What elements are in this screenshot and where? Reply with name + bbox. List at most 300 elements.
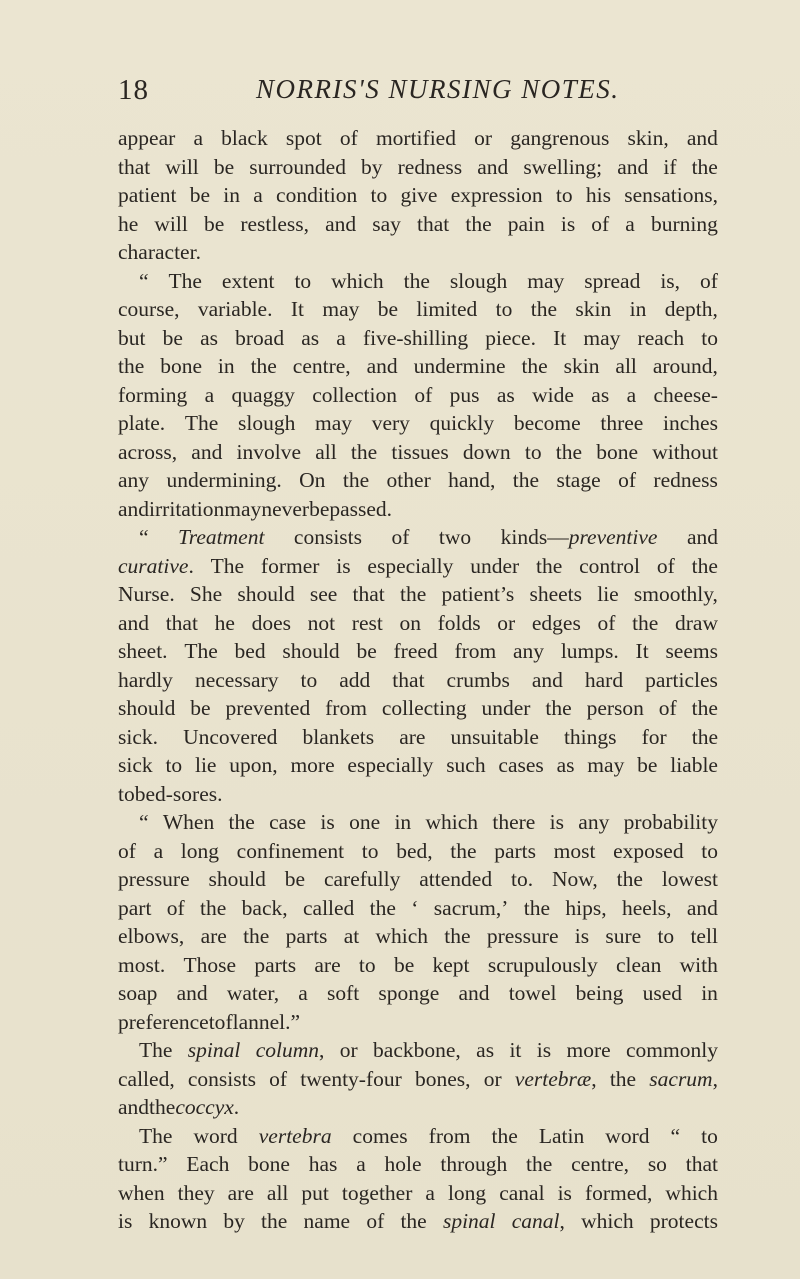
word <box>177 979 208 1008</box>
word <box>605 922 641 951</box>
word <box>190 580 222 609</box>
text-run: a <box>356 1152 366 1176</box>
text-line <box>118 580 718 609</box>
running-title: NORRIS'S NURSING NOTES. <box>256 74 620 104</box>
text-run: centre, <box>292 354 351 378</box>
word <box>399 723 425 752</box>
text-run: sheets <box>529 582 583 606</box>
text-run: should <box>208 867 266 891</box>
text-run: “ <box>139 525 149 549</box>
word <box>444 922 470 951</box>
italic-run: vertebræ <box>514 1066 592 1091</box>
word <box>314 951 340 980</box>
word <box>269 808 306 837</box>
word <box>477 153 508 182</box>
word <box>557 751 575 780</box>
text-run: the <box>250 354 277 378</box>
word <box>642 723 667 752</box>
text-run: but <box>118 325 146 350</box>
word <box>261 552 320 581</box>
word <box>529 580 582 609</box>
word <box>441 580 514 609</box>
text-line <box>118 552 718 581</box>
text-run: It <box>290 297 304 321</box>
text-run: mortified <box>375 126 456 150</box>
text-run: sure <box>605 924 642 948</box>
text-run: are <box>200 924 227 948</box>
text-run: carefully <box>323 867 401 891</box>
text-run: appear <box>118 126 176 150</box>
word <box>118 780 135 809</box>
word <box>118 495 149 524</box>
text-run: give <box>400 183 438 207</box>
word <box>537 1036 551 1065</box>
word <box>252 609 291 638</box>
text-run: is <box>118 1209 133 1233</box>
word <box>638 324 685 353</box>
word <box>276 181 357 210</box>
text-run: to <box>495 297 513 321</box>
text-run: in <box>701 981 718 1005</box>
text-run: the <box>450 838 477 863</box>
word <box>553 324 566 353</box>
word <box>118 1150 168 1179</box>
text-run: the <box>526 1152 553 1176</box>
text-run: , <box>319 1038 325 1062</box>
text-run: to <box>701 1123 718 1148</box>
text-run: the <box>465 211 492 236</box>
text-run: a <box>425 1180 435 1205</box>
text-run: heels, <box>621 895 672 920</box>
word <box>429 1122 471 1151</box>
word <box>118 894 151 923</box>
word <box>513 637 544 666</box>
text-run: It <box>635 639 649 663</box>
word <box>339 666 370 695</box>
text-run: as <box>476 1038 495 1062</box>
text-run: to <box>165 753 183 777</box>
text-run: become <box>513 411 581 435</box>
word <box>227 979 279 1008</box>
word <box>261 1207 287 1236</box>
word <box>571 1150 629 1179</box>
word <box>183 951 236 980</box>
text-run: may <box>224 496 262 521</box>
word <box>385 1150 422 1179</box>
word <box>118 1093 149 1122</box>
text-run: “ <box>139 810 149 834</box>
text-run: kinds— <box>500 525 569 549</box>
word <box>235 637 266 666</box>
text-run: She <box>189 582 223 606</box>
word <box>362 837 379 866</box>
word <box>556 466 600 495</box>
text-run: elbows, <box>118 924 185 948</box>
text-run: are <box>314 952 341 977</box>
text-run: plate. <box>118 411 166 435</box>
word <box>556 438 582 467</box>
word <box>344 922 360 951</box>
text-run: under <box>481 696 531 720</box>
word <box>118 438 177 467</box>
word <box>347 751 433 780</box>
text-run: the <box>342 468 370 492</box>
text-run: skin, <box>627 126 669 150</box>
text-run: a <box>193 126 203 150</box>
text-run: the <box>691 724 718 749</box>
word <box>434 894 509 923</box>
text-run: passed. <box>329 496 393 521</box>
word <box>237 837 344 866</box>
text-run: his <box>585 183 611 207</box>
word <box>450 381 480 410</box>
text-run: protects <box>649 1209 718 1233</box>
word <box>404 267 430 296</box>
text-run: When <box>162 810 215 834</box>
word <box>118 979 157 1008</box>
text-run: word <box>193 1123 238 1148</box>
text-line <box>118 381 718 410</box>
word <box>400 580 426 609</box>
word <box>294 267 311 296</box>
word <box>536 552 562 581</box>
text-line <box>118 808 718 837</box>
word <box>692 153 718 182</box>
word <box>411 894 418 923</box>
word <box>325 210 356 239</box>
text-run: clean <box>616 952 662 977</box>
word <box>451 723 539 752</box>
word <box>525 438 542 467</box>
text-run: soft <box>326 981 360 1005</box>
word <box>487 922 559 951</box>
text-run: in <box>223 183 241 207</box>
text-run: a <box>204 382 215 407</box>
text-run: It <box>553 325 567 350</box>
word <box>302 723 374 752</box>
text-run: the <box>691 553 718 578</box>
text-run: to <box>118 781 135 806</box>
text-run: sacrum,’ <box>433 895 509 920</box>
text-run: reach <box>637 325 685 350</box>
text-run: under <box>470 553 520 578</box>
word <box>204 210 224 239</box>
word <box>578 808 609 837</box>
word <box>359 951 376 980</box>
text-run: upon, <box>229 753 278 777</box>
word <box>539 1122 584 1151</box>
word <box>509 1036 521 1065</box>
text-run: pain <box>507 211 545 236</box>
text-run: around, <box>652 354 718 378</box>
text-run: involve <box>236 439 302 464</box>
word <box>118 1179 165 1208</box>
text-run: redness <box>397 154 463 179</box>
word <box>366 1207 384 1236</box>
word <box>626 1036 718 1065</box>
text-run: as <box>301 325 320 350</box>
text-run: probability <box>623 810 718 834</box>
text-run: blankets <box>302 724 375 749</box>
word <box>356 1150 366 1179</box>
text-line <box>118 1093 718 1122</box>
word <box>243 922 269 951</box>
word <box>637 751 657 780</box>
word <box>634 580 718 609</box>
text-run: bed <box>234 639 266 663</box>
text-run: be <box>190 696 211 720</box>
word <box>484 1065 502 1094</box>
word <box>527 267 564 296</box>
word <box>118 723 158 752</box>
text-run: such <box>446 753 486 777</box>
word <box>118 210 138 239</box>
text-run: to <box>361 838 379 863</box>
word <box>225 1008 300 1037</box>
text-run: the <box>609 1066 637 1091</box>
text-run: all <box>266 1180 289 1205</box>
text-run: through <box>440 1152 508 1176</box>
word <box>387 466 431 495</box>
text-line <box>118 865 718 894</box>
text-run: to <box>657 924 675 948</box>
text-run: that <box>417 211 450 236</box>
word <box>523 153 602 182</box>
word <box>225 694 310 723</box>
text-line <box>118 1179 718 1208</box>
text-run: and <box>458 981 490 1005</box>
text-run: the <box>261 1209 288 1233</box>
text-line <box>118 894 718 923</box>
word <box>663 153 676 182</box>
word <box>118 409 165 438</box>
text-run: . <box>188 553 194 578</box>
text-run: may <box>322 297 360 321</box>
word <box>320 808 334 837</box>
word <box>169 267 202 296</box>
word <box>686 1150 718 1179</box>
text-run: the <box>350 439 378 464</box>
text-run: and <box>686 126 718 150</box>
text-run: undermining. <box>166 468 282 492</box>
word <box>229 751 277 780</box>
text-run: pus <box>449 382 480 407</box>
text-run: the <box>243 924 270 948</box>
text-run: The <box>184 411 219 435</box>
text-run: hardly <box>118 667 173 692</box>
word <box>663 409 718 438</box>
word <box>671 1122 681 1151</box>
word <box>657 922 674 951</box>
text-run: bed, <box>396 838 433 863</box>
word <box>394 637 438 666</box>
text-run: is <box>560 211 576 236</box>
word <box>322 295 359 324</box>
text-run: towel <box>508 981 557 1005</box>
text-line <box>118 666 718 695</box>
word <box>188 1036 241 1065</box>
text-run: quickly <box>429 411 495 435</box>
italic-run: curative <box>118 553 189 578</box>
italic-run: spinal <box>442 1209 496 1233</box>
word <box>166 466 281 495</box>
word <box>175 1093 239 1122</box>
word <box>349 808 380 837</box>
text-run: lie <box>194 753 217 777</box>
word <box>290 751 334 780</box>
word <box>309 1150 338 1179</box>
text-run: as <box>591 382 610 407</box>
text-run: turn.” <box>118 1152 168 1176</box>
text-run: not <box>307 610 336 635</box>
text-run: down <box>462 439 511 464</box>
text-run: be <box>162 325 183 350</box>
word <box>613 837 683 866</box>
text-run: hips, <box>565 895 607 920</box>
text-line <box>118 1036 718 1065</box>
text-run: and <box>118 610 150 635</box>
word <box>301 1179 328 1208</box>
word <box>575 922 589 951</box>
word <box>451 181 543 210</box>
text-run: consists <box>187 1066 256 1091</box>
word <box>361 153 383 182</box>
text-run: a <box>625 211 635 236</box>
text-run: restless, <box>240 211 309 236</box>
text-run: has <box>308 1152 338 1176</box>
word <box>118 352 144 381</box>
text-run: wide <box>532 382 574 407</box>
word <box>597 580 619 609</box>
word <box>298 979 308 1008</box>
text-run: collection <box>312 382 397 407</box>
word <box>251 352 277 381</box>
word <box>513 466 539 495</box>
word <box>596 438 638 467</box>
word <box>315 438 337 467</box>
text-run: should <box>118 696 176 720</box>
text-run: the <box>536 553 563 578</box>
text-run: and <box>617 154 649 179</box>
word <box>492 808 535 837</box>
text-run: are <box>227 1180 254 1205</box>
text-run: used <box>642 981 683 1005</box>
text-run: The <box>168 268 202 293</box>
text-line <box>118 1207 718 1236</box>
text-run: is, <box>660 268 681 293</box>
word <box>139 1036 172 1065</box>
word <box>224 495 261 524</box>
text-run: patient <box>118 183 177 207</box>
text-run: which <box>665 1180 718 1205</box>
text-run: all <box>615 354 637 378</box>
word <box>370 894 396 923</box>
word <box>648 1150 667 1179</box>
word <box>285 865 305 894</box>
italic-run: Treatment <box>178 525 265 549</box>
word <box>492 1122 518 1151</box>
word <box>454 637 496 666</box>
text-run: on <box>399 610 421 635</box>
word <box>356 637 376 666</box>
text-run: more <box>290 753 335 777</box>
text-run: ‘ <box>411 895 419 920</box>
word <box>188 1065 256 1094</box>
word <box>163 324 183 353</box>
word <box>498 751 543 780</box>
word <box>118 637 168 666</box>
text-run: collecting <box>381 696 467 720</box>
text-run: preference <box>118 1009 209 1034</box>
word <box>617 865 643 894</box>
text-run: of <box>391 525 410 549</box>
text-run: lowest <box>661 867 718 891</box>
word <box>118 1065 175 1094</box>
text-run: of <box>118 838 136 863</box>
word <box>510 124 609 153</box>
word <box>315 409 352 438</box>
text-run: person <box>586 696 644 720</box>
word <box>303 894 354 923</box>
text-run: slough <box>449 268 508 293</box>
text-run: bone <box>248 1152 290 1176</box>
text-run: the <box>399 582 427 606</box>
text-run: may <box>587 753 625 777</box>
text-run: be <box>377 297 399 321</box>
word <box>675 609 718 638</box>
word <box>237 438 302 467</box>
text-line <box>118 153 718 182</box>
text-run: crumbs <box>446 667 510 692</box>
text-run: the <box>369 895 396 920</box>
text-run: the <box>521 354 548 378</box>
word <box>624 181 718 210</box>
italic-run: column <box>255 1038 320 1062</box>
word <box>497 381 515 410</box>
word <box>556 181 573 210</box>
text-line <box>118 723 718 752</box>
word <box>576 979 624 1008</box>
word <box>515 1065 597 1094</box>
word <box>617 153 648 182</box>
text-run: add <box>339 667 371 692</box>
text-run: character. <box>118 240 201 264</box>
word <box>291 295 304 324</box>
word <box>254 951 296 980</box>
word <box>494 837 536 866</box>
word <box>701 837 718 866</box>
text-run: it <box>509 1038 522 1062</box>
word <box>447 666 510 695</box>
word <box>190 181 210 210</box>
text-line <box>118 238 718 267</box>
text-run: other <box>386 468 431 492</box>
word <box>511 865 533 894</box>
word <box>448 466 495 495</box>
text-run: the <box>403 268 430 293</box>
word <box>425 808 478 837</box>
word <box>564 723 617 752</box>
text-run: Uncovered <box>183 724 278 749</box>
word <box>139 808 149 837</box>
word <box>160 352 202 381</box>
text-line <box>118 267 718 296</box>
word <box>584 267 640 296</box>
italic-run: spinal <box>187 1038 241 1062</box>
text-run: across, <box>118 439 178 464</box>
text-run: pressure <box>118 867 190 891</box>
text-run: or <box>474 126 493 150</box>
